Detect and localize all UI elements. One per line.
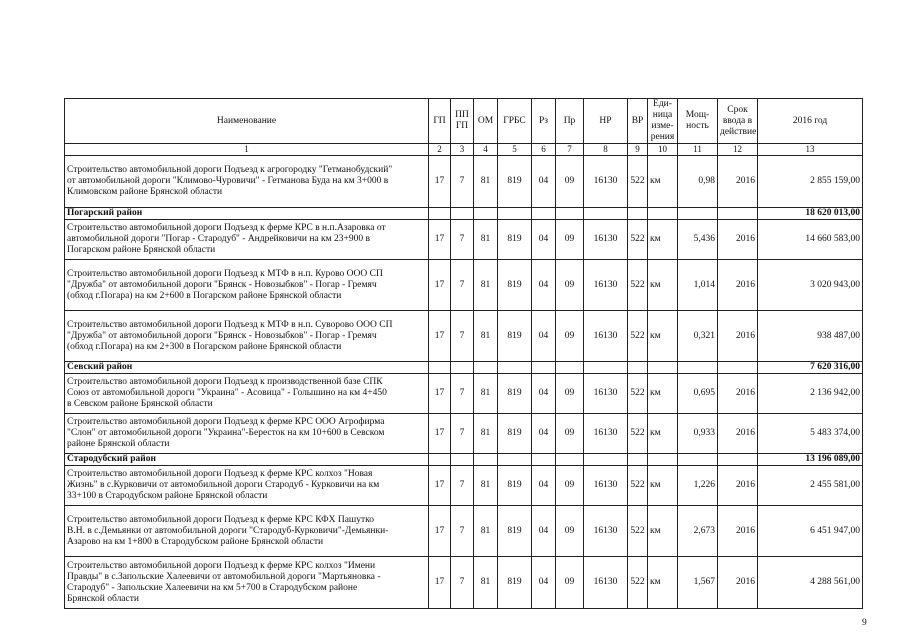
grbs-cell: 819 xyxy=(498,156,532,208)
rz-cell: 04 xyxy=(532,557,556,609)
column-number: 3 xyxy=(451,144,474,156)
gp-cell: 17 xyxy=(429,414,451,454)
district-total: 7 620 316,00 xyxy=(758,362,863,374)
budget-table xyxy=(64,98,863,609)
ppgp-cell: 7 xyxy=(451,414,474,454)
header-pr: Пр xyxy=(556,99,584,144)
om-cell: 81 xyxy=(474,374,498,414)
pr-cell: 09 xyxy=(556,557,584,609)
empty-cell xyxy=(498,362,532,374)
grbs-cell: 819 xyxy=(498,260,532,311)
empty-cell xyxy=(556,208,584,220)
nr-cell: 16130 xyxy=(584,374,628,414)
ppgp-cell: 7 xyxy=(451,311,474,362)
project-row xyxy=(65,414,863,454)
om-cell: 81 xyxy=(474,466,498,506)
unit-cell: км xyxy=(648,506,678,557)
project-row xyxy=(65,156,863,208)
vr-cell: 522 xyxy=(628,220,648,260)
empty-cell xyxy=(648,454,678,466)
rz-cell: 04 xyxy=(532,506,556,557)
unit-cell: км xyxy=(648,374,678,414)
term-cell: 2016 xyxy=(718,506,758,557)
unit-cell: км xyxy=(648,311,678,362)
column-number: 11 xyxy=(678,144,718,156)
rz-cell: 04 xyxy=(532,466,556,506)
grbs-cell: 819 xyxy=(498,414,532,454)
empty-cell xyxy=(556,454,584,466)
column-number: 8 xyxy=(584,144,628,156)
sum-cell: 2 455 581,00 xyxy=(758,466,863,506)
empty-cell xyxy=(584,208,628,220)
pr-cell: 09 xyxy=(556,414,584,454)
column-number: 13 xyxy=(758,144,863,156)
district-row xyxy=(65,208,863,220)
table-body xyxy=(65,156,863,609)
pr-cell: 09 xyxy=(556,260,584,311)
empty-cell xyxy=(498,208,532,220)
project-name: Строительство автомобильной дороги Подъезд к агрогородку "Гетманобудский" от автомобильной дороги "Климово-Чуровичи" - Гетманова Буда на км 3+000 в Климовском районе Брянской области xyxy=(65,156,429,208)
empty-cell xyxy=(718,208,758,220)
column-number: 4 xyxy=(474,144,498,156)
project-name: Строительство автомобильной дороги Подъезд к ферме КРС колхоз "Имени Правды" в с.Запольские Халеевичи от автомобильной дороги "Мартьяновка - Стародуб" - Запольские Халеевичи на км 5+700 в Стародубском районе Брянской области xyxy=(65,557,429,609)
term-cell: 2016 xyxy=(718,311,758,362)
column-number: 9 xyxy=(628,144,648,156)
header-ppgp: ППГП xyxy=(451,99,474,144)
vr-cell: 522 xyxy=(628,260,648,311)
page-number: 9 xyxy=(862,618,867,628)
empty-cell xyxy=(628,454,648,466)
vr-cell: 522 xyxy=(628,557,648,609)
unit-cell: км xyxy=(648,557,678,609)
empty-cell xyxy=(429,208,451,220)
gp-cell: 17 xyxy=(429,506,451,557)
header-term: Срок ввода в действие xyxy=(718,99,758,144)
district-row xyxy=(65,454,863,466)
empty-cell xyxy=(532,362,556,374)
empty-cell xyxy=(451,454,474,466)
sum-cell: 3 020 943,00 xyxy=(758,260,863,311)
term-cell: 2016 xyxy=(718,374,758,414)
gp-cell: 17 xyxy=(429,557,451,609)
column-number: 12 xyxy=(718,144,758,156)
project-row xyxy=(65,557,863,609)
capacity-cell: 1,226 xyxy=(678,466,718,506)
pr-cell: 09 xyxy=(556,506,584,557)
project-name: Строительство автомобильной дороги Подъезд к ферме КРС ООО Агрофирма "Слон" от автомобильной дороги "Украина"-Бересток на км 10+600 в Севском районе Брянской области xyxy=(65,414,429,454)
empty-cell xyxy=(556,362,584,374)
capacity-cell: 2,673 xyxy=(678,506,718,557)
empty-cell xyxy=(451,208,474,220)
vr-cell: 522 xyxy=(628,374,648,414)
pr-cell: 09 xyxy=(556,156,584,208)
capacity-cell: 5,436 xyxy=(678,220,718,260)
grbs-cell: 819 xyxy=(498,374,532,414)
empty-cell xyxy=(429,454,451,466)
column-number: 5 xyxy=(498,144,532,156)
empty-cell xyxy=(648,208,678,220)
vr-cell: 522 xyxy=(628,506,648,557)
empty-cell xyxy=(474,208,498,220)
om-cell: 81 xyxy=(474,414,498,454)
column-number: 10 xyxy=(648,144,678,156)
gp-cell: 17 xyxy=(429,220,451,260)
rz-cell: 04 xyxy=(532,374,556,414)
empty-cell xyxy=(678,454,718,466)
rz-cell: 04 xyxy=(532,311,556,362)
project-name: Строительство автомобильной дороги Подъезд к ферме КРС КФХ Пашутко В.Н. в с.Демьянки от автомобильной дороги "Стародуб-Курковичи"-Демьянки- Азарово на км 1+800 в Стародубском районе Брянской области xyxy=(65,506,429,557)
empty-cell xyxy=(584,454,628,466)
om-cell: 81 xyxy=(474,220,498,260)
district-name: Погарский район xyxy=(65,208,429,220)
empty-cell xyxy=(678,362,718,374)
empty-cell xyxy=(474,454,498,466)
sum-cell: 5 483 374,00 xyxy=(758,414,863,454)
header-year: 2016 год xyxy=(758,99,863,144)
rz-cell: 04 xyxy=(532,260,556,311)
pr-cell: 09 xyxy=(556,374,584,414)
header-vr: ВР xyxy=(628,99,648,144)
rz-cell: 04 xyxy=(532,156,556,208)
unit-cell: км xyxy=(648,220,678,260)
nr-cell: 16130 xyxy=(584,220,628,260)
header-nr: НР xyxy=(584,99,628,144)
grbs-cell: 819 xyxy=(498,466,532,506)
grbs-cell: 819 xyxy=(498,311,532,362)
om-cell: 81 xyxy=(474,260,498,311)
unit-cell: км xyxy=(648,414,678,454)
column-number: 6 xyxy=(532,144,556,156)
rz-cell: 04 xyxy=(532,414,556,454)
ppgp-cell: 7 xyxy=(451,557,474,609)
capacity-cell: 1,567 xyxy=(678,557,718,609)
pr-cell: 09 xyxy=(556,466,584,506)
empty-cell xyxy=(498,454,532,466)
nr-cell: 16130 xyxy=(584,506,628,557)
ppgp-cell: 7 xyxy=(451,506,474,557)
om-cell: 81 xyxy=(474,311,498,362)
project-row xyxy=(65,466,863,506)
district-total: 18 620 013,00 xyxy=(758,208,863,220)
vr-cell: 522 xyxy=(628,311,648,362)
gp-cell: 17 xyxy=(429,311,451,362)
nr-cell: 16130 xyxy=(584,260,628,311)
nr-cell: 16130 xyxy=(584,311,628,362)
district-total: 13 196 089,00 xyxy=(758,454,863,466)
project-name: Строительство автомобильной дороги Подъезд к ферме КРС колхоз "Новая Жизнь" в с.Курковичи от автомобильной дороги Стародуб - Курковичи на км 33+100 в Стародубском районе Брянской области xyxy=(65,466,429,506)
header-unit: Еди-ница изме-рения xyxy=(648,99,678,144)
empty-cell xyxy=(429,362,451,374)
capacity-cell: 0,695 xyxy=(678,374,718,414)
project-name: Строительство автомобильной дороги Подъезд к МТФ в н.п. Суворово ООО СП "Дружба" от автомобильной дороги "Брянск - Новозыбков" - Погар - Гремяч (обход г.Погара) на км 2+300 в Погарском районе Брянской области xyxy=(65,311,429,362)
vr-cell: 522 xyxy=(628,414,648,454)
term-cell: 2016 xyxy=(718,466,758,506)
project-row xyxy=(65,311,863,362)
empty-cell xyxy=(451,362,474,374)
project-row xyxy=(65,220,863,260)
capacity-cell: 0,321 xyxy=(678,311,718,362)
nr-cell: 16130 xyxy=(584,156,628,208)
ppgp-cell: 7 xyxy=(451,156,474,208)
header-capacity: Мощ-ность xyxy=(678,99,718,144)
header-om: ОМ xyxy=(474,99,498,144)
vr-cell: 522 xyxy=(628,466,648,506)
column-number: 7 xyxy=(556,144,584,156)
project-name: Строительство автомобильной дороги Подъезд к ферме КРС в н.п.Азаровка от автомобильной дороги "Погар - Стародуб" - Андрейковичи на км 23+900 в Погарском районе Брянской области xyxy=(65,220,429,260)
term-cell: 2016 xyxy=(718,557,758,609)
ppgp-cell: 7 xyxy=(451,466,474,506)
empty-cell xyxy=(718,362,758,374)
ppgp-cell: 7 xyxy=(451,220,474,260)
capacity-cell: 1,014 xyxy=(678,260,718,311)
capacity-cell: 0,98 xyxy=(678,156,718,208)
project-name: Строительство автомобильной дороги Подъезд к производственной базе СПК Союз от автомобильной дороги "Украина" - Асовица" - Голышино на км 4+450 в Севском районе Брянской области xyxy=(65,374,429,414)
header-row xyxy=(65,99,863,144)
grbs-cell: 819 xyxy=(498,220,532,260)
vr-cell: 522 xyxy=(628,156,648,208)
grbs-cell: 819 xyxy=(498,557,532,609)
term-cell: 2016 xyxy=(718,156,758,208)
empty-cell xyxy=(532,454,556,466)
header-grbs: ГРБС xyxy=(498,99,532,144)
unit-cell: км xyxy=(648,260,678,311)
sum-cell: 938 487,00 xyxy=(758,311,863,362)
empty-cell xyxy=(628,208,648,220)
rz-cell: 04 xyxy=(532,220,556,260)
om-cell: 81 xyxy=(474,156,498,208)
unit-cell: км xyxy=(648,466,678,506)
nr-cell: 16130 xyxy=(584,557,628,609)
header-name: Наименование xyxy=(65,99,429,144)
district-name: Севский район xyxy=(65,362,429,374)
term-cell: 2016 xyxy=(718,220,758,260)
sum-cell: 4 288 561,00 xyxy=(758,557,863,609)
om-cell: 81 xyxy=(474,557,498,609)
column-number: 1 xyxy=(65,144,429,156)
sum-cell: 14 660 583,00 xyxy=(758,220,863,260)
term-cell: 2016 xyxy=(718,260,758,311)
empty-cell xyxy=(628,362,648,374)
empty-cell xyxy=(584,362,628,374)
empty-cell xyxy=(532,208,556,220)
district-row xyxy=(65,362,863,374)
project-row xyxy=(65,374,863,414)
gp-cell: 17 xyxy=(429,466,451,506)
gp-cell: 17 xyxy=(429,374,451,414)
unit-cell: км xyxy=(648,156,678,208)
project-name: Строительство автомобильной дороги Подъезд к МТФ в н.п. Курово ООО СП "Дружба" от автомобильной дороги "Брянск - Новозыбков" - Погар - Гремяч (обход г.Погара) на км 2+600 в Погарском районе Брянской области xyxy=(65,260,429,311)
header-rz: Рз xyxy=(532,99,556,144)
header-gp: ГП xyxy=(429,99,451,144)
empty-cell xyxy=(678,208,718,220)
sum-cell: 6 451 947,00 xyxy=(758,506,863,557)
column-number-row xyxy=(65,144,863,156)
empty-cell xyxy=(648,362,678,374)
pr-cell: 09 xyxy=(556,220,584,260)
project-row xyxy=(65,506,863,557)
om-cell: 81 xyxy=(474,506,498,557)
nr-cell: 16130 xyxy=(584,414,628,454)
district-name: Стародубский район xyxy=(65,454,429,466)
grbs-cell: 819 xyxy=(498,506,532,557)
capacity-cell: 0,933 xyxy=(678,414,718,454)
gp-cell: 17 xyxy=(429,156,451,208)
sum-cell: 2 855 159,00 xyxy=(758,156,863,208)
gp-cell: 17 xyxy=(429,260,451,311)
pr-cell: 09 xyxy=(556,311,584,362)
column-number: 2 xyxy=(429,144,451,156)
nr-cell: 16130 xyxy=(584,466,628,506)
empty-cell xyxy=(718,454,758,466)
ppgp-cell: 7 xyxy=(451,374,474,414)
ppgp-cell: 7 xyxy=(451,260,474,311)
empty-cell xyxy=(474,362,498,374)
term-cell: 2016 xyxy=(718,414,758,454)
sum-cell: 2 136 942,00 xyxy=(758,374,863,414)
project-row xyxy=(65,260,863,311)
